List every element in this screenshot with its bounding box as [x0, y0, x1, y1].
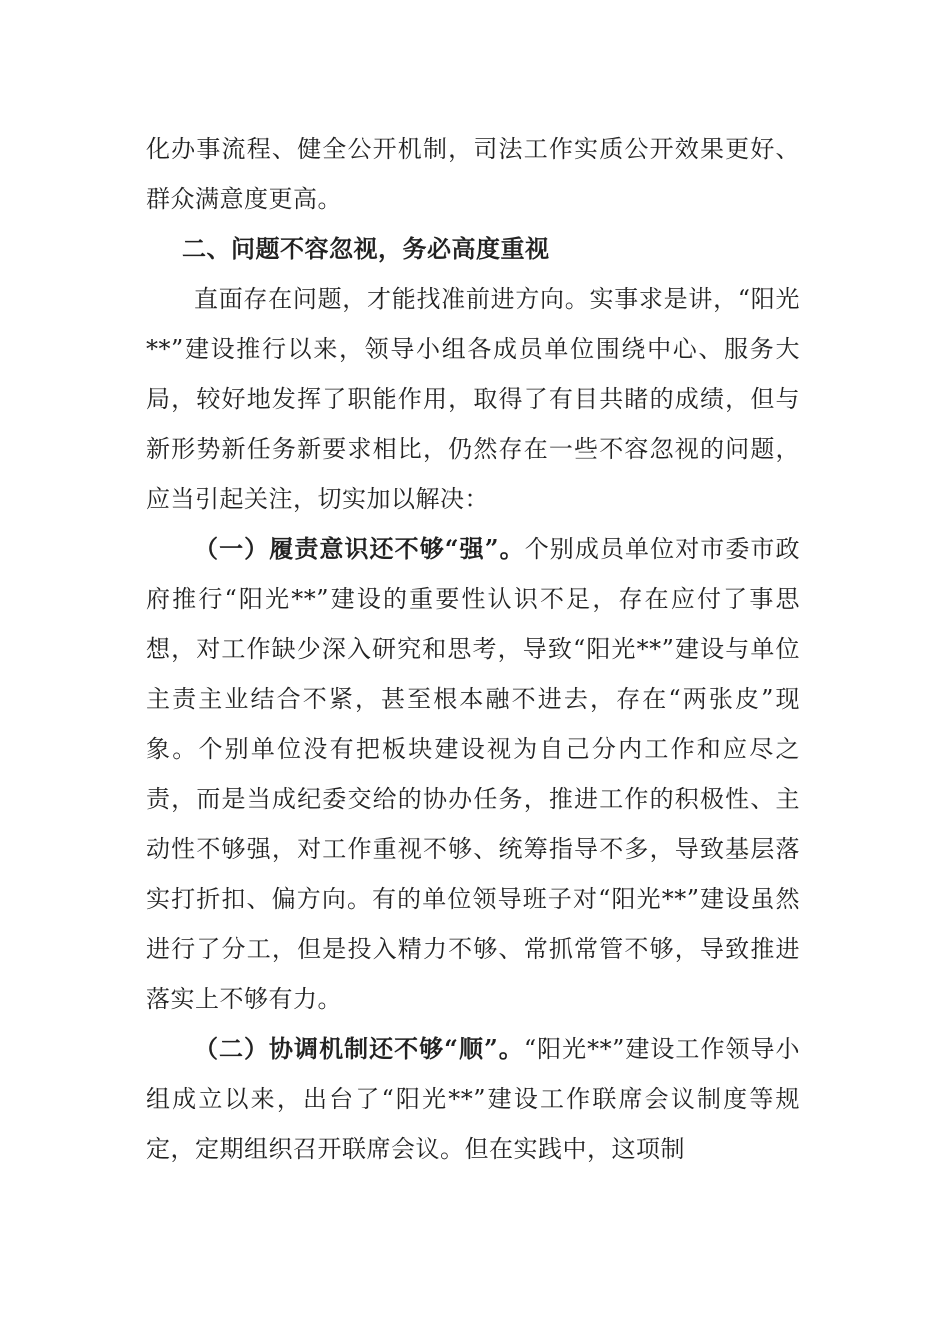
item-2-body: “阳光**”建设工作领导小组成立以来，出台了“阳光**”建设工作联席会议制度等规定，定期组织召开联席会议。但在实践中，这项制: [146, 1035, 800, 1163]
item-1-lead: （一）履责意识还不够“强”。: [194, 534, 525, 563]
item-2-lead: （二）协调机制还不够“顺”。: [194, 1034, 524, 1063]
paragraph-intro: 直面存在问题，才能找准前进方向。实事求是讲，“阳光**”建设推行以来，领导小组各成员单位围绕中心、服务大局，较好地发挥了职能作用，取得了有目共睹的成绩，但与新形势新任务新要求相比，仍然存在一些不容忽视的问题，应当引起关注，切实加以解决：: [146, 285, 800, 513]
section-heading: 二、问题不容忽视，务必高度重视: [182, 234, 550, 263]
paragraph-continued: 化办事流程、健全公开机制，司法工作实质公开效果更好、群众满意度更高。: [146, 135, 800, 213]
item-1-body: 个别成员单位对市委市政府推行“阳光**”建设的重要性认识不足，存在应付了事思想，对工作缺少深入研究和思考，导致“阳光**”建设与单位主责主业结合不紧，甚至根本融不进去，存在“两张皮”现象。个别单位没有把板块建设视为自己分内工作和应尽之责，而是当成纪委交给的协办任务，推进工作的积极性、主动性不够强，对工作重视不够、统筹指导不多，导致基层落实打折扣、偏方向。有的单位领导班子对“阳光**”建设虽然进行了分工，但是投入精力不够、常抓常管不够，导致推进落实上不够有力。: [146, 535, 801, 1013]
paragraph-item-2: [146, 1024, 800, 1174]
paragraph-item-1: [146, 524, 800, 1024]
document-page: [146, 124, 800, 1174]
